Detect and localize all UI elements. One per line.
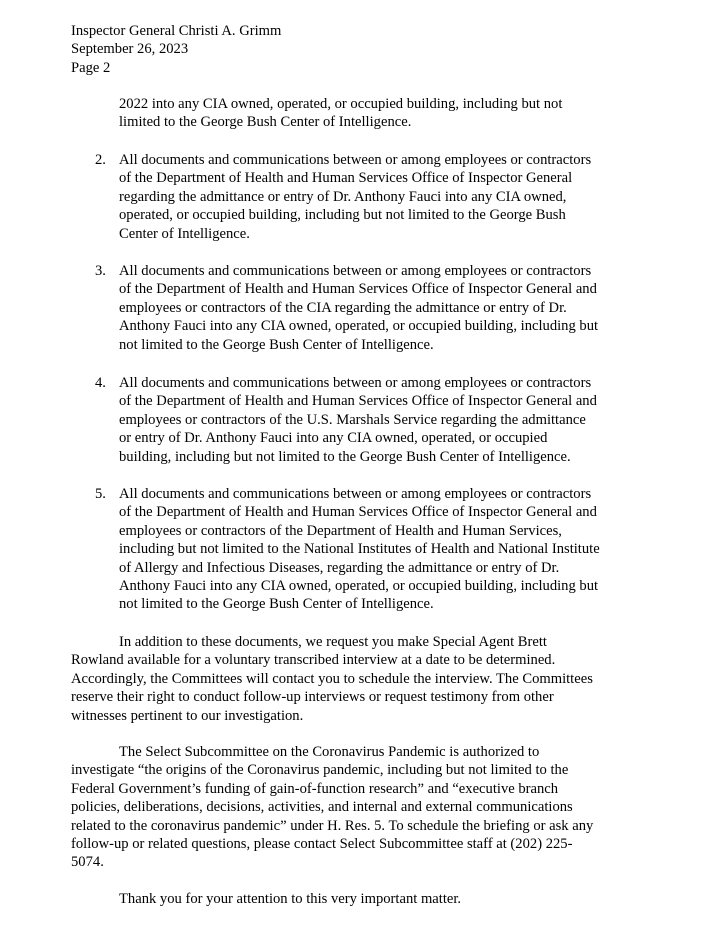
letter-header bbox=[71, 22, 671, 77]
text-line: employees or contractors of the CIA regarding the admittance or entry of Dr. bbox=[119, 299, 567, 316]
text-line: In addition to these documents, we request you make Special Agent Brett bbox=[119, 634, 547, 650]
list-item-text bbox=[119, 374, 679, 466]
text-line: 5074. bbox=[71, 854, 104, 871]
text-line: witnesses pertinent to our investigation. bbox=[71, 707, 304, 724]
text-line: building, including but not limited to the George Bush Center of Intelligence. bbox=[119, 448, 571, 465]
text-line: All documents and communications between or among employees or contractors bbox=[119, 486, 592, 502]
text-line: related to the coronavirus pandemic” under H. Res. 5. To schedule the briefing or ask any bbox=[71, 817, 594, 834]
list-item-number: 3. bbox=[95, 263, 106, 279]
text-line: reserve their right to conduct follow-up interviews or request testimony from other bbox=[71, 689, 554, 706]
text-line: All documents and communications between or among employees or contractors bbox=[119, 375, 592, 391]
body-paragraph bbox=[71, 743, 691, 872]
text-line: Anthony Fauci into any CIA owned, operated, or occupied building, including but bbox=[119, 318, 599, 335]
text-line: Accordingly, the Committees will contact you to schedule the interview. The Committees bbox=[71, 670, 593, 687]
text-line: including but not limited to the National Institutes of Health and National Institute bbox=[119, 541, 600, 558]
date-line: September 26, 2023 bbox=[71, 41, 189, 58]
list-item-number: 4. bbox=[95, 375, 106, 391]
recipient-line: Inspector General Christi A. Grimm bbox=[71, 23, 282, 39]
text-line: not limited to the George Bush Center of Intelligence. bbox=[119, 336, 434, 353]
text-line: Anthony Fauci into any CIA owned, operated, or occupied building, including but bbox=[119, 578, 599, 595]
text-line: policies, deliberations, decisions, activities, and internal and external communications bbox=[71, 799, 573, 816]
body-paragraph bbox=[71, 633, 691, 725]
text-line: of the Department of Health and Human Services Office of Inspector General and bbox=[119, 504, 597, 521]
text-line: investigate “the origins of the Coronavirus pandemic, including but not limited to the bbox=[71, 762, 569, 779]
continued-list-item bbox=[119, 95, 679, 132]
text-line: follow-up or related questions, please contact Select Subcommittee staff at (202) 225- bbox=[71, 836, 573, 853]
text-line: Thank you for your attention to this very important matter. bbox=[119, 891, 462, 907]
text-line: All documents and communications between or among employees or contractors bbox=[119, 152, 592, 168]
list-item-number: 2. bbox=[95, 152, 106, 168]
page-number: Page 2 bbox=[71, 59, 111, 76]
text-line: or entry of Dr. Anthony Fauci into any CIA owned, operated, or occupied bbox=[119, 430, 548, 447]
text-line: of the Department of Health and Human Services Office of Inspector General and bbox=[119, 281, 597, 298]
list-item-number: 5. bbox=[95, 486, 106, 502]
text-line: not limited to the George Bush Center of Intelligence. bbox=[119, 596, 434, 613]
text-line: regarding the admittance or entry of Dr. Anthony Fauci into any CIA owned, bbox=[119, 188, 567, 205]
text-line: operated, or occupied building, including but not limited to the George Bush bbox=[119, 207, 566, 224]
text-line: 2022 into any CIA owned, operated, or occupied building, including but not bbox=[119, 96, 563, 112]
text-line: The Select Subcommittee on the Coronavirus Pandemic is authorized to bbox=[119, 744, 540, 760]
text-line: employees or contractors of the U.S. Marshals Service regarding the admittance bbox=[119, 411, 586, 428]
text-line: All documents and communications between or among employees or contractors bbox=[119, 263, 592, 279]
text-line: Center of Intelligence. bbox=[119, 225, 250, 242]
list-item-text bbox=[119, 151, 679, 243]
list-item-text bbox=[119, 262, 679, 354]
text-line: of the Department of Health and Human Services Office of Inspector General and bbox=[119, 393, 597, 410]
text-line: employees or contractors of the Department of Health and Human Services, bbox=[119, 522, 562, 539]
text-line: Rowland available for a voluntary transcribed interview at a date to be determined. bbox=[71, 652, 556, 669]
text-line: limited to the George Bush Center of Intelligence. bbox=[119, 114, 412, 131]
list-item-text bbox=[119, 485, 679, 614]
text-line: of the Department of Health and Human Services Office of Inspector General bbox=[119, 170, 573, 187]
closing-paragraph bbox=[71, 890, 691, 908]
text-line: Federal Government’s funding of gain-of-function research” and “executive branch bbox=[71, 780, 559, 797]
text-line: of Allergy and Infectious Diseases, regarding the admittance or entry of Dr. bbox=[119, 559, 560, 576]
